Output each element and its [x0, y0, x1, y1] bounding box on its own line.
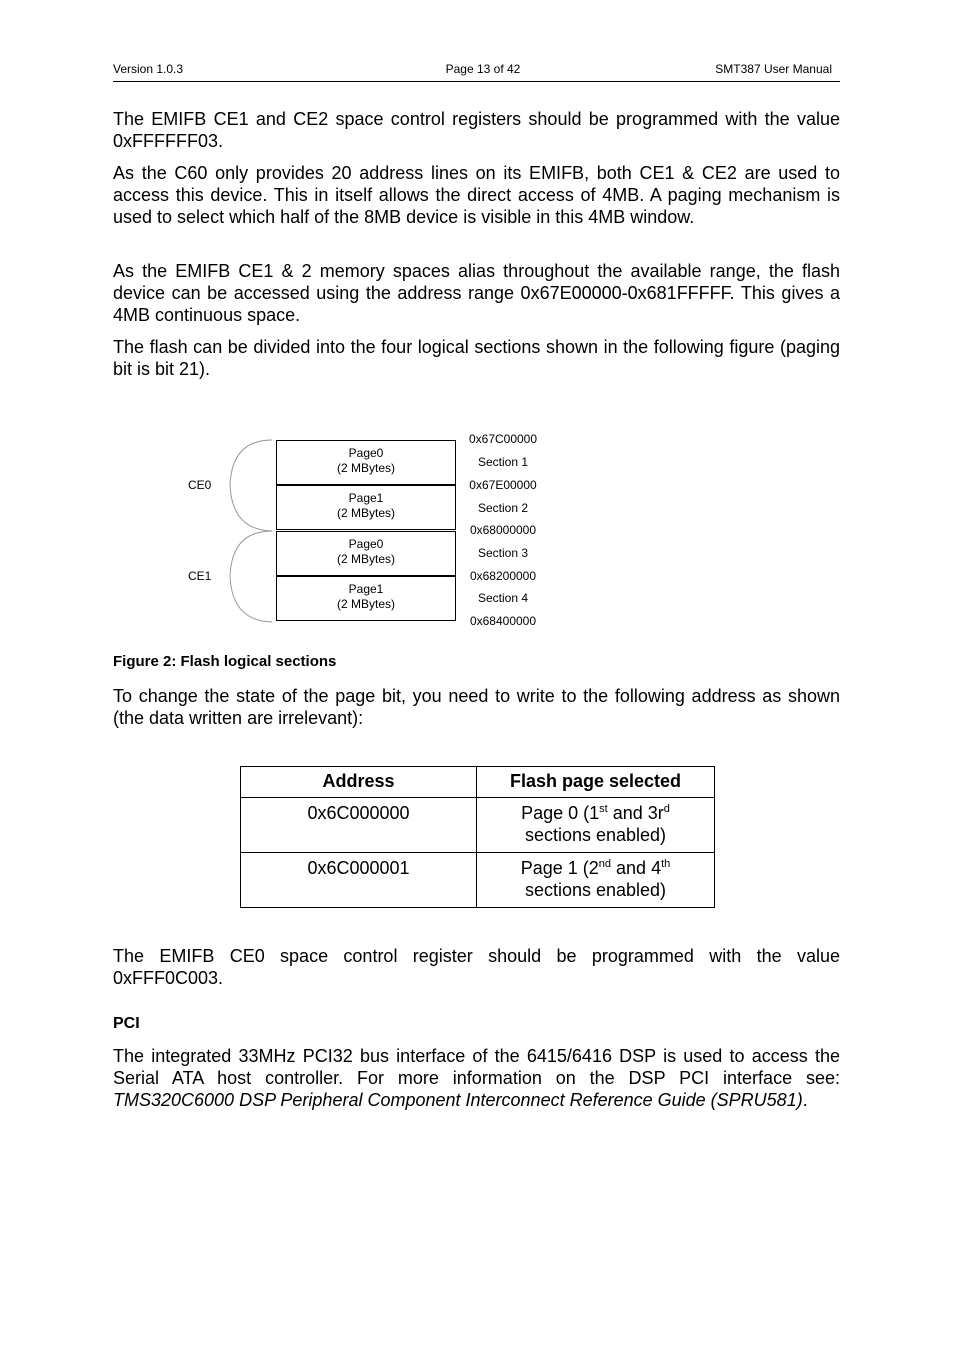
section-label: Section 1 — [477, 455, 529, 469]
table-row — [241, 853, 715, 908]
section-heading-pci: PCI — [113, 1015, 140, 1032]
table-header-row — [241, 767, 715, 798]
figure-caption: Figure 2: Flash logical sections — [113, 653, 337, 670]
page-box-4 — [276, 576, 456, 621]
page-select-table — [240, 766, 715, 908]
page-box-name: Page0 — [348, 537, 384, 551]
header-manual-title: SMT387 User Manual — [715, 62, 832, 76]
page-box-name: Page1 — [348, 582, 384, 596]
paragraph-alias-range: As the EMIFB CE1 & 2 memory spaces alias throughout the available range, the flash device can be accessed using the address range 0x67E00000-0x681FFFFF. This gives a 4MB continuous space. — [113, 261, 840, 325]
page-box-1 — [276, 440, 456, 485]
header-page-number: Page 13 of 42 — [445, 62, 521, 76]
column-header-address: Address — [241, 767, 477, 798]
address-cell: 0x6C000000 — [241, 798, 477, 853]
table-row — [241, 798, 715, 853]
paragraph-pci: The integrated 33MHz PCI32 bus interface of the 6415/6416 DSP is used to access the Serial ATA host controller. For more information on the DSP PCI interface see: TMS320C6000 DSP Peripheral Component Interconnect Reference Guide (SPRU581). — [113, 1046, 840, 1110]
address-label: 0x68400000 — [469, 614, 537, 628]
page-box-size: (2 MBytes) — [336, 461, 395, 475]
section-label: Section 4 — [477, 591, 529, 605]
page-box-name: Page0 — [348, 446, 384, 460]
reference-guide-title: TMS320C6000 DSP Peripheral Component Interconnect Reference Guide (SPRU581) — [113, 1090, 803, 1110]
address-label: 0x67C00000 — [468, 432, 538, 446]
ce0-label: CE0 — [188, 478, 212, 492]
address-label: 0x67E00000 — [469, 478, 537, 492]
address-cell: 0x6C000001 — [241, 853, 477, 908]
flash-page-cell: Page 1 (2nd and 4th sections enabled) — [477, 853, 715, 908]
address-label: 0x68200000 — [469, 569, 537, 583]
page-box-name: Page1 — [348, 491, 384, 505]
section-label: Section 2 — [477, 501, 529, 515]
page-box-size: (2 MBytes) — [336, 506, 395, 520]
page-box-size: (2 MBytes) — [336, 597, 395, 611]
ce1-label: CE1 — [188, 569, 212, 583]
header-version: Version 1.0.3 — [113, 62, 184, 76]
address-label: 0x68000000 — [469, 523, 537, 537]
page-box-2 — [276, 485, 456, 530]
paragraph-address-lines: As the C60 only provides 20 address lines on its EMIFB, both CE1 & CE2 are used to access this device. This in itself allows the direct access of 4MB. A paging mechanism is used to select which half of the 8MB device is visible in this 4MB window. — [113, 163, 840, 227]
page-box-3 — [276, 531, 456, 576]
paragraph-ce0-register: The EMIFB CE0 space control register should be programmed with the value 0xFFF0C003. — [113, 946, 840, 988]
paragraph-page-bit: To change the state of the page bit, you need to write to the following address as shown (the data written are irrelevant): — [113, 686, 840, 728]
flash-page-cell: Page 0 (1st and $3r^d$ sections enabled) — [477, 798, 715, 853]
paragraph-ce1-ce2-registers: The EMIFB CE1 and CE2 space control registers should be programmed with the value 0xFFFFFF03. — [113, 109, 840, 151]
section-label: Section 3 — [477, 546, 529, 560]
paragraph-logical-sections: The flash can be divided into the four logical sections shown in the following figure (paging bit is bit 21). — [113, 337, 840, 379]
page-box-size: (2 MBytes) — [336, 552, 395, 566]
column-header-flash-page: Flash page selected — [477, 767, 715, 798]
